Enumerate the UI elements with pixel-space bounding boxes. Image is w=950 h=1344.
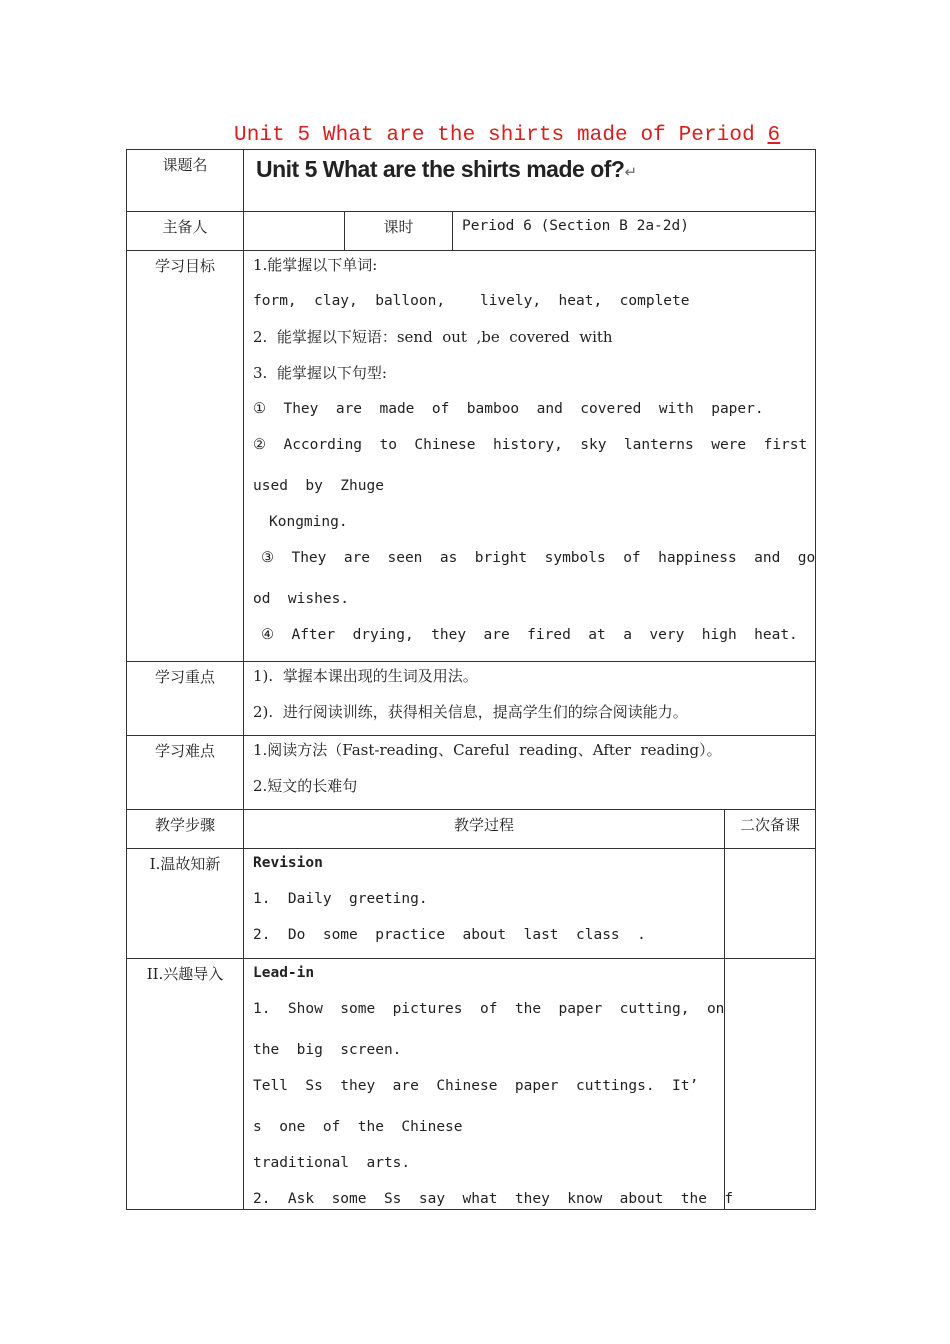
step2-line: 2. Ask some Ss say what they know about the f: [253, 1191, 734, 1207]
row-goals: [127, 251, 816, 662]
difficulty-line: 2.短文的长难句: [253, 777, 358, 795]
step2-notes: [725, 959, 816, 1210]
difficulty-line: 1.阅读方法（Fast-reading、Careful reading、After reading）。: [253, 741, 722, 759]
author-value: [244, 212, 345, 251]
focus-cell: [244, 662, 816, 736]
goal-line: used by Zhuge: [253, 478, 384, 494]
title-label: 课题名: [127, 150, 244, 212]
step1-label: I.温故知新: [127, 849, 244, 959]
row-author: [127, 212, 816, 251]
row-step1: [127, 849, 816, 959]
goal-line: Kongming.: [269, 514, 348, 530]
goal-line: form, clay, balloon, lively, heat, complete: [253, 293, 690, 309]
goals-label: 学习目标: [127, 251, 244, 662]
step2-line: s one of the Chinese: [253, 1119, 463, 1135]
goals-cell: [244, 251, 816, 662]
step1-line: 2. Do some practice about last class .: [253, 927, 646, 943]
step1-notes: [725, 849, 816, 959]
goal-line: 1.能掌握以下单词:: [253, 256, 378, 274]
steps-header: 教学步骤: [127, 810, 244, 849]
goal-line: ④ After drying, they are fired at a very high heat.: [261, 627, 798, 643]
return-mark-icon: ↵: [624, 164, 637, 181]
period-value-cell: [453, 212, 816, 251]
author-label: 主备人: [127, 212, 244, 251]
lesson-plan-table: [126, 149, 816, 1210]
step2-line: 1. Show some pictures of the paper cutting, on: [253, 1001, 725, 1017]
step1-line: 1. Daily greeting.: [253, 891, 428, 907]
step2-title: Lead-in: [253, 965, 315, 981]
row-focus: [127, 662, 816, 736]
step1-title: Revision: [253, 855, 323, 871]
period-label: 课时: [345, 212, 453, 251]
focus-line: 2). 进行阅读训练，获得相关信息，提高学生们的综合阅读能力。: [253, 703, 688, 721]
step2-line: the big screen.: [253, 1042, 402, 1058]
period-value: Period 6 (Section B 2a-2d): [462, 218, 689, 234]
title-value: [244, 150, 815, 183]
goal-line: 2. 能掌握以下短语：send out ,be covered with: [253, 328, 613, 346]
step2-cell: [244, 959, 734, 1210]
step1-cell: [244, 849, 725, 959]
row-header: [127, 810, 816, 849]
focus-label: 学习重点: [127, 662, 244, 736]
document-title-number: 6: [767, 124, 781, 147]
row-difficulty: [127, 736, 816, 810]
step2-line: Tell Ss they are Chinese paper cuttings. It’: [253, 1078, 699, 1094]
goal-line: ③ They are seen as bright symbols of happiness and go: [261, 550, 816, 566]
title-value-text: Unit 5 What are the shirts made of?: [256, 156, 625, 182]
goal-line: ① They are made of bamboo and covered with paper.: [253, 401, 764, 417]
document-title-text: Unit 5 What are the shirts made of Period: [234, 124, 768, 147]
notes-header: 二次备课: [725, 810, 816, 849]
row-title: [127, 150, 816, 212]
step2-label: II.兴趣导入: [127, 959, 244, 1210]
focus-line: 1). 掌握本课出现的生词及用法。: [253, 667, 478, 685]
row-step2: [127, 959, 816, 1210]
document-title: [234, 124, 780, 147]
goal-line: ② According to Chinese history, sky lanterns were first: [253, 437, 808, 453]
difficulty-cell: [244, 736, 816, 810]
process-header: 教学过程: [244, 810, 725, 849]
title-value-cell: [244, 150, 816, 212]
goal-line: od wishes.: [253, 591, 350, 607]
step2-line: traditional arts.: [253, 1155, 411, 1171]
goal-line: 3. 能掌握以下句型:: [253, 364, 387, 382]
difficulty-label: 学习难点: [127, 736, 244, 810]
